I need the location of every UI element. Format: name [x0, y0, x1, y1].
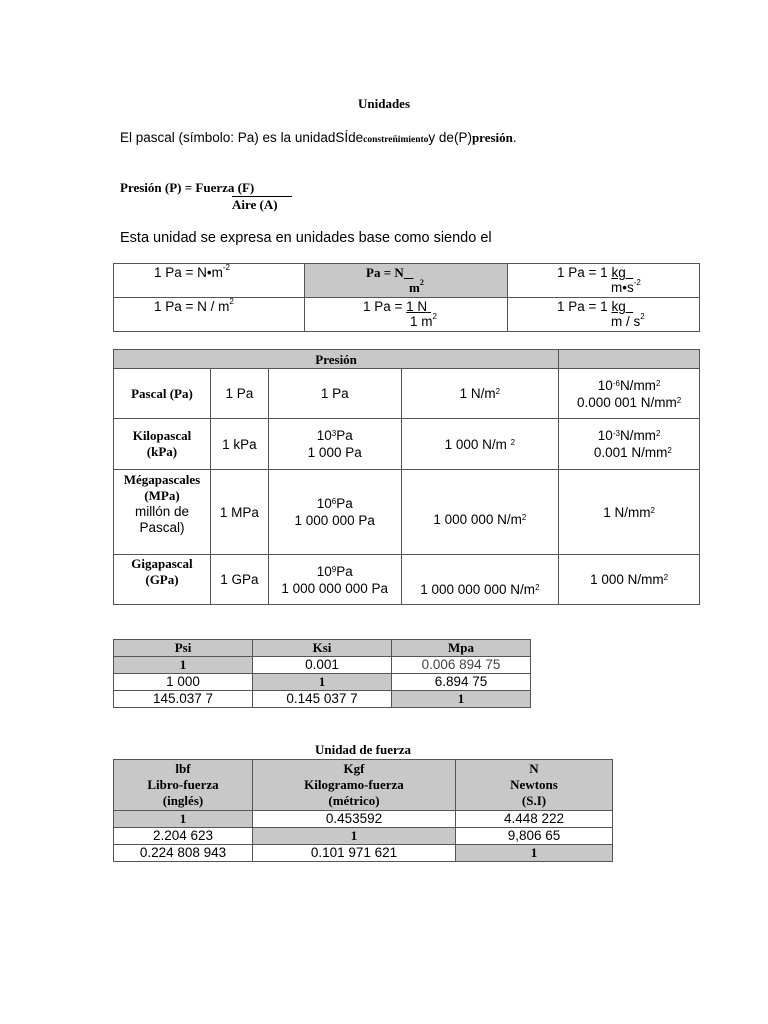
- column-header: Mpa: [392, 640, 531, 657]
- units-exp: 2: [419, 278, 424, 287]
- table-cell: 1: [253, 674, 392, 691]
- intro-end: .: [512, 130, 517, 145]
- table-cell: 145.037 7: [114, 691, 253, 708]
- table-cell: 2.204 623: [114, 828, 253, 845]
- formula-denominator: Aire (A): [232, 197, 278, 212]
- psi-table: [113, 639, 531, 708]
- page-title: Unidades: [357, 96, 411, 111]
- pressure-header-empty: [559, 350, 700, 369]
- units-table: [113, 263, 700, 332]
- column-header: lbf Libro-fuerza (inglés): [114, 760, 253, 811]
- units-num: 1 N: [406, 299, 428, 314]
- nm2-cell: 1 $N/m^2$: [401, 369, 559, 419]
- abbr-cell: 1 GPa: [210, 555, 268, 605]
- nmm2-cell: 1 000 $N/mm^2$: [559, 555, 700, 605]
- units-expr: Pa = N: [366, 265, 404, 280]
- units-expr: 1 Pa = 1: [557, 265, 608, 280]
- units-expr: 1 Pa = 1: [557, 299, 608, 314]
- table-row: [114, 350, 700, 369]
- force-table: [113, 759, 613, 862]
- intro-paragraph: [120, 130, 517, 146]
- nmm2-cell: $10^{-3}N/mm^2$ 0.001 $N/mm^2$: [559, 419, 700, 470]
- units-exp: -2: [633, 278, 641, 287]
- units-den: m: [409, 280, 420, 295]
- units-cell: [508, 264, 700, 298]
- intro-text-2: SÍde: [335, 130, 364, 145]
- formula-numerator: Presión (P) = Fuerza (F): [120, 180, 255, 195]
- table-cell: 9,806 65: [456, 828, 613, 845]
- table-row: [114, 828, 613, 845]
- nm2-cell: 1 000 000 $N/m^2$: [401, 470, 559, 555]
- row-label: Kilopascal (kPa): [114, 419, 211, 470]
- units-exp: 2: [432, 312, 437, 321]
- pa-cell: $10^3Pa$ 1 000 Pa: [268, 419, 401, 470]
- nmm2-cell: $10^{-6}N/mm^2$ 0.000 001 $N/mm^2$: [559, 369, 700, 419]
- abbr-cell: 1 MPa: [210, 470, 268, 555]
- table-row: [114, 470, 700, 555]
- units-exp: 2: [229, 297, 234, 306]
- pressure-table: [113, 349, 700, 605]
- table-row: [114, 640, 531, 657]
- table-cell: 1: [456, 845, 613, 862]
- units-den: m / s: [611, 314, 641, 329]
- column-header: N Newtons (S.I): [456, 760, 613, 811]
- pa-cell: $10^6Pa$ 1 000 000 Pa: [268, 470, 401, 555]
- table-cell: 0.224 808 943: [114, 845, 253, 862]
- column-header: Ksi: [253, 640, 392, 657]
- pa-cell: 1 Pa: [268, 369, 401, 419]
- units-exp: 2: [640, 312, 645, 321]
- table-cell: 0.145 037 7: [253, 691, 392, 708]
- nmm2-cell: 1 $N/mm^2$: [559, 470, 700, 555]
- intro-sub-word: constreñimiento: [363, 135, 429, 145]
- table-cell: 0.453592: [253, 811, 456, 828]
- units-expr: 1 Pa =: [363, 299, 403, 314]
- intro-text-1: El pascal (símbolo: Pa) es la unidad: [120, 130, 336, 145]
- units-cell: [305, 298, 508, 332]
- units-exp: -2: [222, 263, 231, 272]
- table-cell: 1: [392, 691, 531, 708]
- column-header: Kgf Kilogramo-fuerza (métrico): [253, 760, 456, 811]
- table-cell: 0.006 894 75: [392, 657, 531, 674]
- table-row: [114, 845, 613, 862]
- row-label: Gigapascal (GPa): [114, 555, 211, 605]
- table-cell: 1: [114, 811, 253, 828]
- units-cell: [114, 264, 305, 298]
- table-cell: 4.448 222: [456, 811, 613, 828]
- units-expr: 1 Pa = N•m: [154, 265, 223, 280]
- table-row: [114, 369, 700, 419]
- table-row: [114, 811, 613, 828]
- pressure-header: Presión: [114, 350, 559, 369]
- table-row: [114, 298, 700, 332]
- units-den: m•s: [611, 280, 634, 295]
- intro-bold-word: presión: [471, 130, 513, 145]
- table-row: [114, 657, 531, 674]
- force-table-caption: Unidad de fuerza: [314, 742, 412, 757]
- row-label: Pascal (Pa): [114, 369, 211, 419]
- pa-cell: $10^9Pa$ 1 000 000 000 Pa: [268, 555, 401, 605]
- table-row: [114, 555, 700, 605]
- table-row: [114, 674, 531, 691]
- table-cell: 1: [114, 657, 253, 674]
- table-row: [114, 691, 531, 708]
- units-cell: [305, 264, 508, 298]
- table-cell: 0.001: [253, 657, 392, 674]
- table-cell: 0.101 971 621: [253, 845, 456, 862]
- units-num: kg: [611, 299, 626, 314]
- intro-text-4: (P): [453, 130, 472, 145]
- table-row: [114, 760, 613, 811]
- nm2-cell: 1 000 000 000 $N/m^2$: [401, 555, 559, 605]
- units-cell: [508, 298, 700, 332]
- table-row: [114, 264, 700, 298]
- units-num: kg: [611, 265, 626, 280]
- table-cell: 1: [253, 828, 456, 845]
- table-cell: 6.894 75: [392, 674, 531, 691]
- row-label: Mégapascales (MPa) millón de Pascal): [114, 470, 211, 555]
- abbr-cell: 1 kPa: [210, 419, 268, 470]
- abbr-cell: 1 Pa: [210, 369, 268, 419]
- nm2-cell: 1 000 N/m $^2$: [401, 419, 559, 470]
- units-cell: [114, 298, 305, 332]
- table-row: [114, 419, 700, 470]
- units-expr: 1 Pa = N / m: [154, 299, 230, 314]
- intro-text-3: y de: [428, 130, 454, 145]
- column-header: Psi: [114, 640, 253, 657]
- base-units-sentence: Esta unidad se expresa en unidades base como siendo el: [120, 230, 492, 246]
- table-cell: 1 000: [114, 674, 253, 691]
- units-den: 1 m: [410, 314, 433, 329]
